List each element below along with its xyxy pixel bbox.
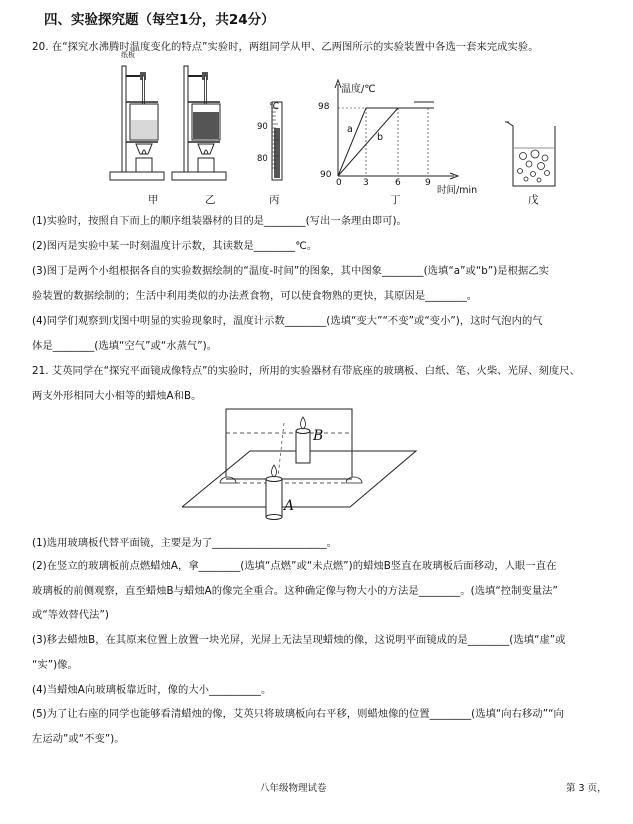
q21-part2-line3: 或“等效替代法”) <box>32 609 109 621</box>
graph-x6: 6 <box>395 178 401 188</box>
thermometer-unit: ℃ <box>269 102 280 112</box>
graph-x9: 9 <box>425 178 431 188</box>
graph-x0: 0 <box>336 178 342 188</box>
figure-bing-thermometer <box>258 100 298 188</box>
graph-ylabel: 温度/℃ <box>341 84 376 95</box>
q20-part2: (2)图丙是实验中某一时刻温度计示数，其读数是________℃。 <box>32 240 318 252</box>
graph-line-b-label: b <box>377 132 384 143</box>
fig-label-yi: 乙 <box>205 194 216 206</box>
q21-part5-line1: (5)为了让右座的同学也能够看清蜡烛的像，艾英只将玻璃板向右平移，则蜡烛像的位置________(选填“向右移动”“向 <box>32 708 564 720</box>
q20-part4-line1: (4)同学们观察到戊图中明显的实验现象时，温度计示数________(选填“变大”“不变”或“变小”)，这时气泡内的气 <box>32 315 543 327</box>
q21-part2-line1: (2)在竖立的玻璃板前点燃蜡烛A，拿________(选填“点燃”或“未点燃”)的蜡烛B竖直在玻璃板后面移动，人眼一直在 <box>32 560 557 572</box>
fig-label-bing: 丙 <box>269 194 280 206</box>
graph-line-a-label: a <box>347 124 353 135</box>
figure-jia-apparatus <box>108 62 168 184</box>
q21-part1: (1)选用玻璃板代替平面镜，主要是为了______________________。 <box>32 537 337 549</box>
q20-intro: 20. 在“探究水沸腾时温度变化的特点”实验时，两组同学从甲、乙两图所示的实验装置中各选一套来完成实验。 <box>32 41 539 53</box>
q20-part4-line2: 体是________(选填“空气”或“水蒸气”)。 <box>32 340 218 352</box>
graph-xlabel: 时间/min <box>437 185 478 196</box>
candle-b-label: B <box>313 428 324 444</box>
q20-part1: (1)实验时，按照自下而上的顺序组装器材的目的是________(写出一条理由即可)。 <box>32 215 407 227</box>
fig-label-jia: 甲 <box>148 194 159 206</box>
section-title: 四、实验探究题（每空1分，共24分） <box>44 12 275 28</box>
figure-mirror-setup <box>170 405 420 525</box>
graph-x3: 3 <box>363 178 369 188</box>
figure-wu-beaker <box>503 116 561 190</box>
candle-a-label: A <box>284 498 295 514</box>
q21-part5-line2: 左运动”或“不变”)。 <box>32 733 125 745</box>
q21-part3-line1: (3)移去蜡烛B，在其原来位置上放置一块光屏，光屏上无法呈现蜡烛的像，这说明平面镜成的是________(选填“虚”或 <box>32 634 566 646</box>
q21-intro-line1: 21. 艾英同学在“探究平面镜成像特点”的实验时，所用的实验器材有带底座的玻璃板、白纸、笔、火柴、光屏、刻度尺、 <box>32 365 580 377</box>
footer-title: 八年级物理试卷 <box>260 783 327 794</box>
thermometer-tick-80: 80 <box>257 154 268 164</box>
q20-part3-line1: (3)图丁是两个小组根据各自的实验数据绘制的“温度-时间”的图象，其中图象________(选填“a”或“b”)是根据乙实 <box>32 265 550 277</box>
q21-part4: (4)当蜡烛A向玻璃板靠近时，像的大小__________。 <box>32 684 272 696</box>
thermometer-tick-90: 90 <box>257 122 268 132</box>
q21-part2-line2: 玻璃板的前侧观察，直至蜡烛B与蜡烛A的像完全重合。这种确定像与物大小的方法是________。(选填“控制变量法” <box>32 585 558 597</box>
q21-part3-line2: “实”)像。 <box>32 659 78 671</box>
q20-part3-line2: 验装置的数据绘制的；生活中利用类似的办法煮食物，可以使食物熟的更快，其原因是________。 <box>32 290 478 302</box>
q21-intro-line2: 两支外形相同大小相等的蜡烛A和B。 <box>32 390 202 402</box>
footer-page-number: 第 3 页， <box>566 783 607 794</box>
graph-y90: 90 <box>320 170 332 180</box>
graph-y98: 98 <box>318 102 330 112</box>
figure-yi-apparatus <box>170 62 230 184</box>
fig-label-wu: 戊 <box>528 194 539 206</box>
fig-label-ding: 丁 <box>390 194 401 206</box>
